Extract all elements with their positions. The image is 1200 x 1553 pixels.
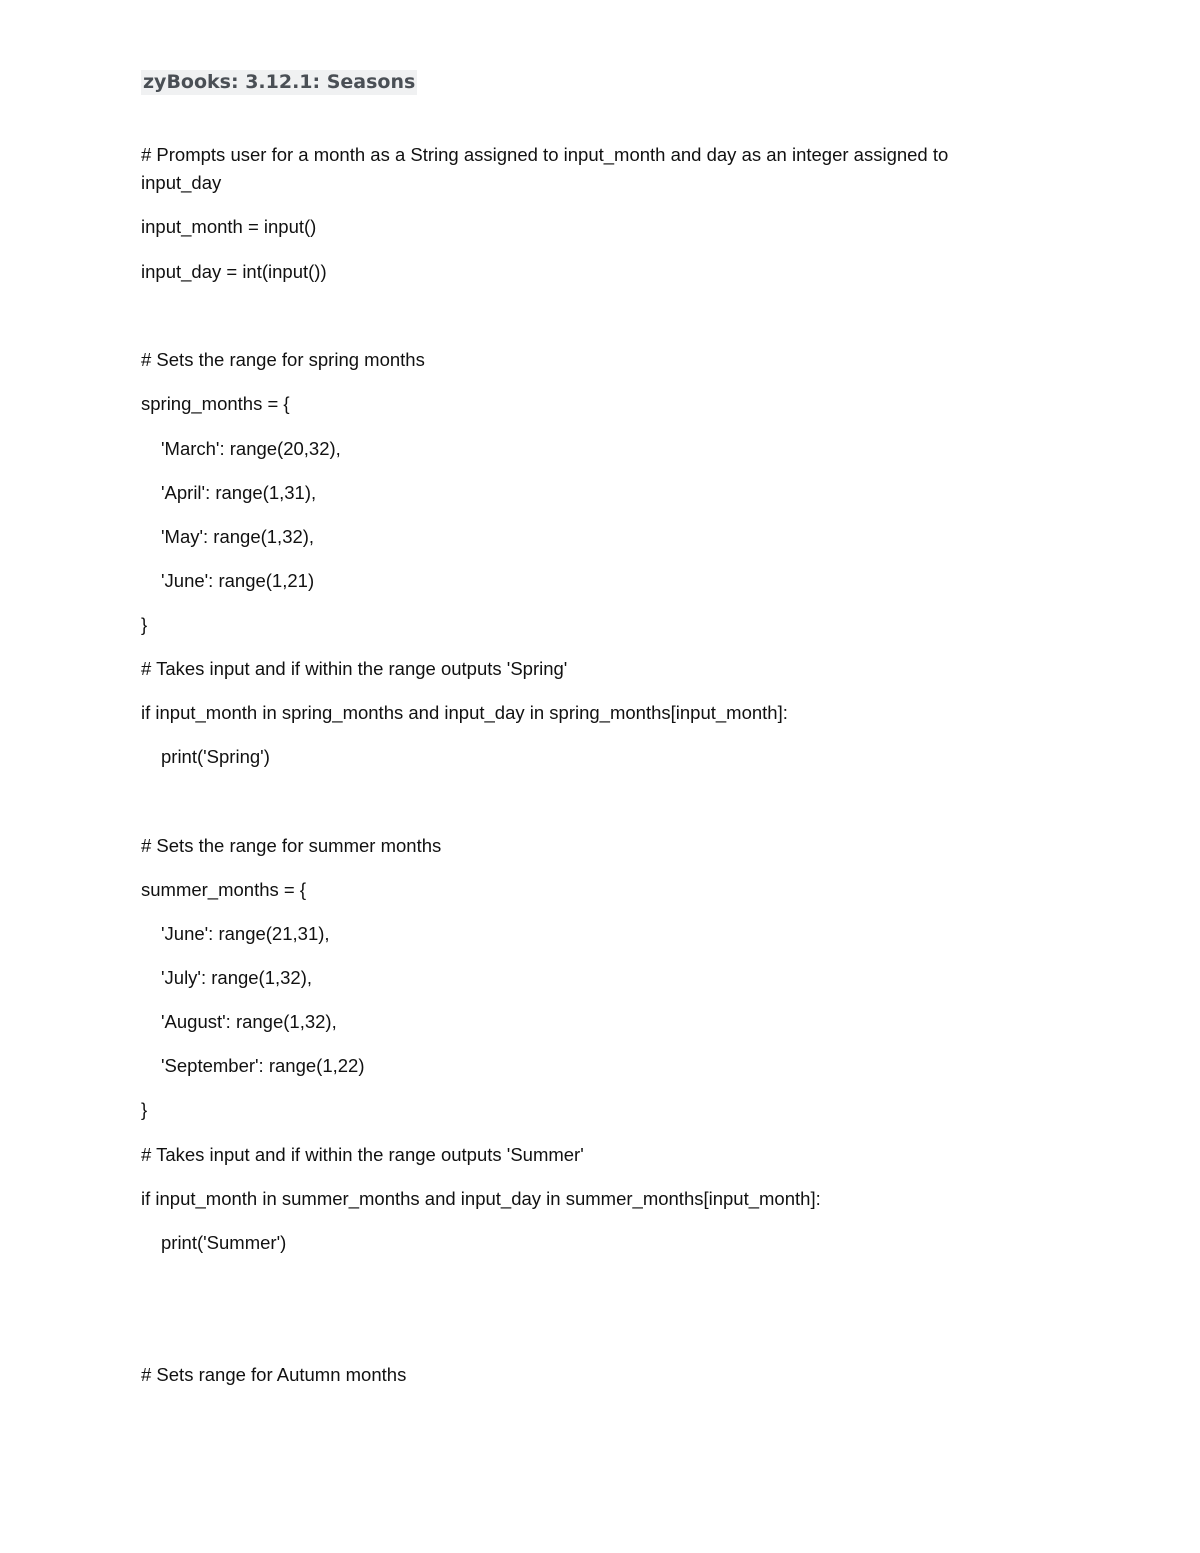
document-title: zyBooks: 3.12.1: Seasons [143, 71, 416, 93]
code-line: 'September': range(1,22) [161, 1055, 365, 1076]
code-line: print('Summer') [161, 1232, 287, 1253]
code-line: print('Spring') [161, 746, 270, 767]
code-line: summer_months = { [141, 879, 307, 900]
code-line: 'June': range(21,31), [161, 923, 330, 944]
code-line: # Takes input and if within the range outputs 'Spring' [141, 658, 568, 679]
code-line: 'July': range(1,32), [161, 967, 313, 988]
code-line: } [141, 614, 148, 635]
code-line: input_day [141, 172, 222, 193]
code-line: input_month = input() [141, 216, 317, 237]
code-line: 'August': range(1,32), [161, 1011, 337, 1032]
code-line: # Sets range for Autumn months [141, 1364, 407, 1385]
code-line: 'March': range(20,32), [161, 438, 341, 459]
code-line: spring_months = { [141, 393, 290, 414]
code-line: 'May': range(1,32), [161, 526, 315, 547]
code-line: 'April': range(1,31), [161, 482, 317, 503]
code-line: if input_month in summer_months and input_day in summer_months[input_month]: [141, 1188, 821, 1209]
code-line: # Takes input and if within the range outputs 'Summer' [141, 1144, 584, 1165]
code-line: 'June': range(1,21) [161, 570, 315, 591]
code-line: } [141, 1099, 148, 1120]
code-line: if input_month in spring_months and input_day in spring_months[input_month]: [141, 702, 788, 723]
code-line: # Prompts user for a month as a String assigned to input_month and day as an integer assigned to [141, 144, 949, 165]
code-line: input_day = int(input()) [141, 261, 327, 282]
code-line: # Sets the range for spring months [141, 349, 425, 370]
code-line: # Sets the range for summer months [141, 835, 442, 856]
